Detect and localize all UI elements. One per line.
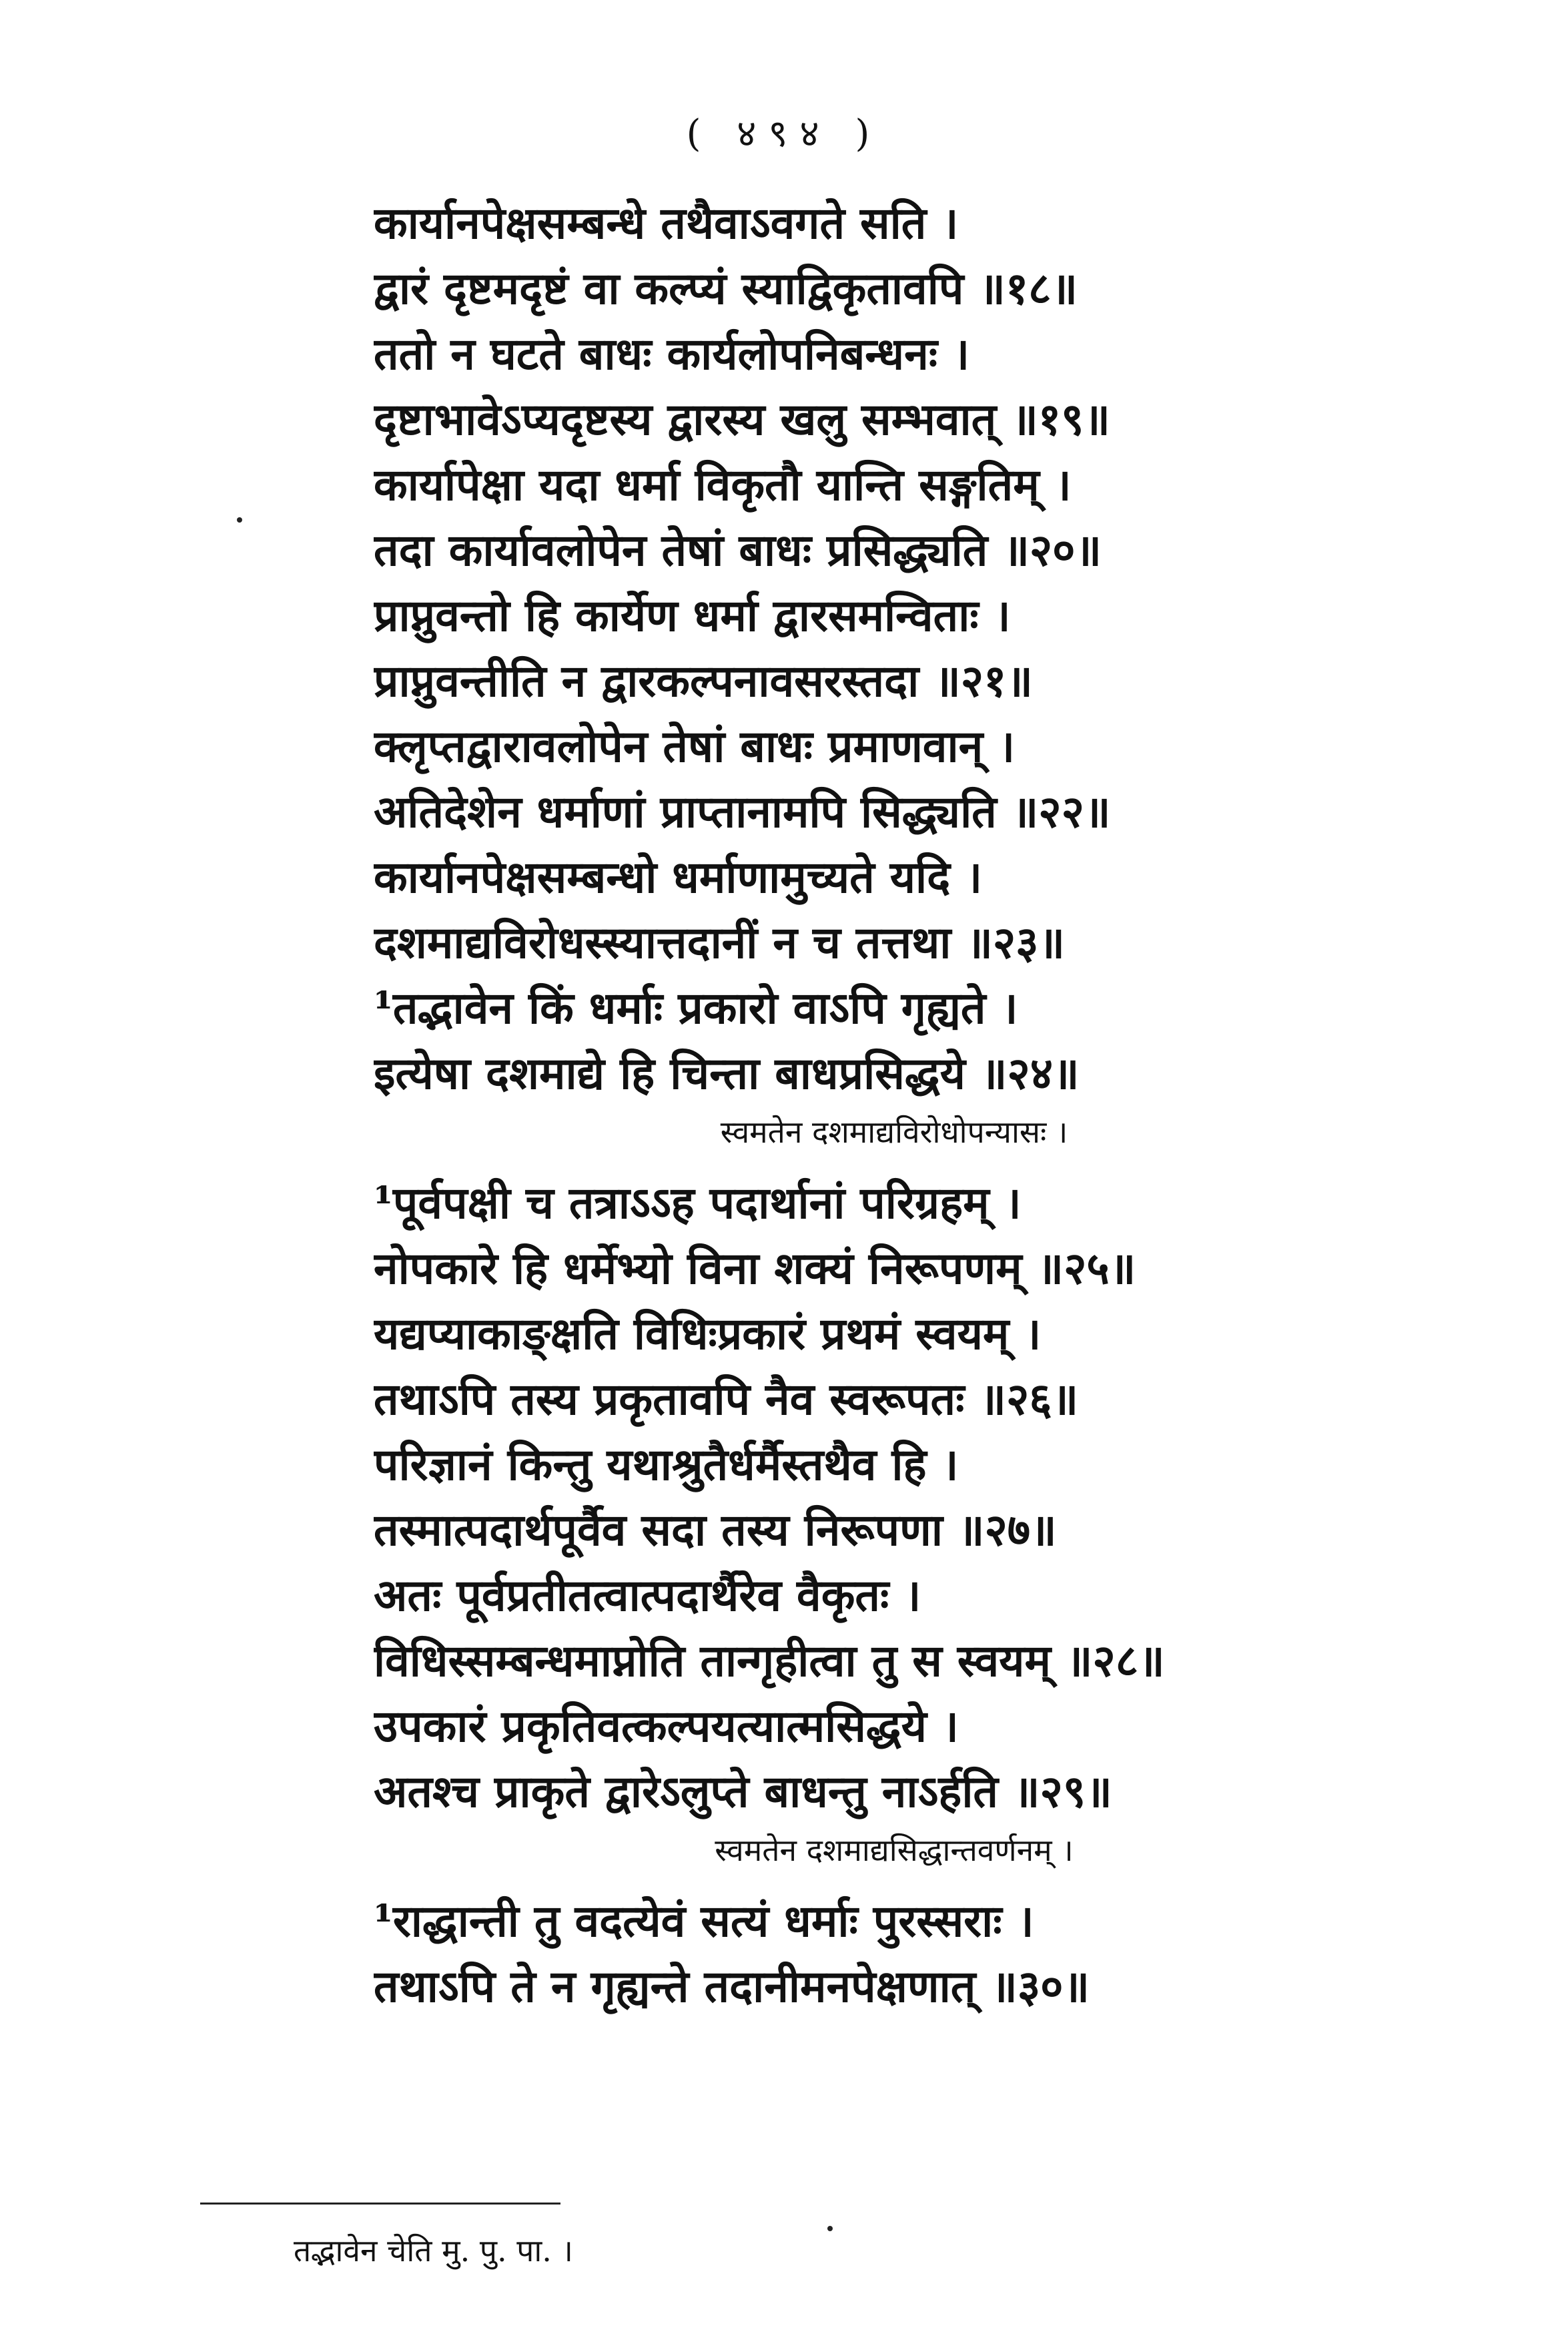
verse-line: ¹राद्धान्ती तु वदत्येवं सत्यं धर्माः पुरस्सराः । xyxy=(374,1895,1034,1947)
section-heading-2: स्वमतेन दशमाद्यसिद्धान्तवर्णनम् । xyxy=(715,1832,1074,1868)
verse-line: दृष्टाभावेऽप्यदृष्टस्य द्वारस्य खलु सम्भवात् ॥१९॥ xyxy=(374,393,1110,445)
verse-line: अतः पूर्वप्रतीतत्वात्पदार्थैरेव वैकृतः । xyxy=(374,1569,921,1621)
verse-block-1 xyxy=(374,190,1415,1106)
verse-line: नोपकारे हि धर्मेभ्यो विना शक्यं निरूपणम् ॥२५॥ xyxy=(374,1242,1136,1294)
verse-line: तदा कार्यावलोपेन तेषां बाधः प्रसिद्ध्यति ॥२०॥ xyxy=(374,524,1102,576)
verse-line: उपकारं प्रकृतिवत्कल्पयत्यात्मसिद्धये । xyxy=(374,1700,959,1752)
verse-line: ¹पूर्वपक्षी च तत्राऽऽह पदार्थानां परिग्रहम् । xyxy=(374,1177,1022,1229)
spacer xyxy=(374,1876,1415,1888)
verse-line: अतिदेशेन धर्माणां प्राप्तानामपि सिद्ध्यति ॥२२॥ xyxy=(374,786,1111,838)
spacer xyxy=(374,1158,1415,1170)
section-heading-1: स्वमतेन दशमाद्यविरोधोपन्यासः । xyxy=(720,1114,1068,1150)
verse-line: इत्येषा दशमाद्ये हि चिन्ता बाधप्रसिद्धये ॥२४॥ xyxy=(374,1047,1080,1099)
verse-block-3 xyxy=(374,1888,1415,2019)
verse-line: कार्यापेक्षा यदा धर्मा विकृतौ यान्ति सङ्गतिम् । xyxy=(374,459,1072,511)
verse-line: ततो न घटते बाधः कार्यलोपनिबन्धनः । xyxy=(374,328,970,380)
verse-line: अतश्च प्राकृते द्वारेऽलुप्ते बाधन्तु नाऽर्हति ॥२९॥ xyxy=(374,1765,1112,1817)
verse-line: तथाऽपि तस्य प्रकृतावपि नैव स्वरूपतः ॥२६॥ xyxy=(374,1373,1079,1425)
verse-line: दशमाद्यविरोधस्स्यात्तदानीं न च तत्तथा ॥२३॥ xyxy=(374,916,1066,968)
verse-line: परिज्ञानं किन्तु यथाश्रुतैर्धर्मैस्तथैव हि । xyxy=(374,1438,959,1490)
verse-line: द्वारं दृष्टमदृष्टं वा कल्प्यं स्याद्विकृतावपि ॥१८॥ xyxy=(374,262,1078,314)
verse-line: कार्यानपेक्षसम्बन्धे तथैवाऽवगते सति । xyxy=(374,197,959,249)
verse-text xyxy=(374,190,1415,2019)
verse-line: क्लृप्तद्वारावलोपेन तेषां बाधः प्रमाणवान् । xyxy=(374,720,1016,772)
verse-line: प्राप्नुवन्तीति न द्वारकल्पनावसरस्तदा ॥२१॥ xyxy=(374,655,1033,707)
verse-line: ¹तद्भावेन किं धर्माः प्रकारो वाऽपि गृह्यते । xyxy=(374,982,1018,1034)
verse-line: तथाऽपि ते न गृह्यन्ते तदानीमनपेक्षणात् ॥३०॥ xyxy=(374,1960,1090,2012)
verse-line: कार्यानपेक्षसम्बन्धो धर्माणामुच्यते यदि । xyxy=(374,851,983,903)
footnote-rule xyxy=(200,2203,560,2205)
footnote: तद्भावेन चेति मु. पु. पा. । xyxy=(294,2233,573,2269)
verse-line: तस्मात्पदार्थपूर्वैव सदा तस्य निरूपणा ॥२७॥ xyxy=(374,1504,1057,1556)
verse-line: प्राप्नुवन्तो हि कार्येण धर्मा द्वारसमन्विताः । xyxy=(374,589,1011,641)
verse-line: विधिस्सम्बन्धमाप्नोति तान्गृहीत्वा तु स स्वयम् ॥२८॥ xyxy=(374,1635,1165,1687)
page-number: ( ४९४ ) xyxy=(686,112,882,156)
verse-line: यद्यप्याकाङ्क्षति विधिःप्रकारं प्रथमं स्वयम् । xyxy=(374,1307,1042,1360)
print-speck xyxy=(237,517,242,523)
print-speck xyxy=(827,2226,833,2231)
verse-block-2 xyxy=(374,1170,1415,1824)
